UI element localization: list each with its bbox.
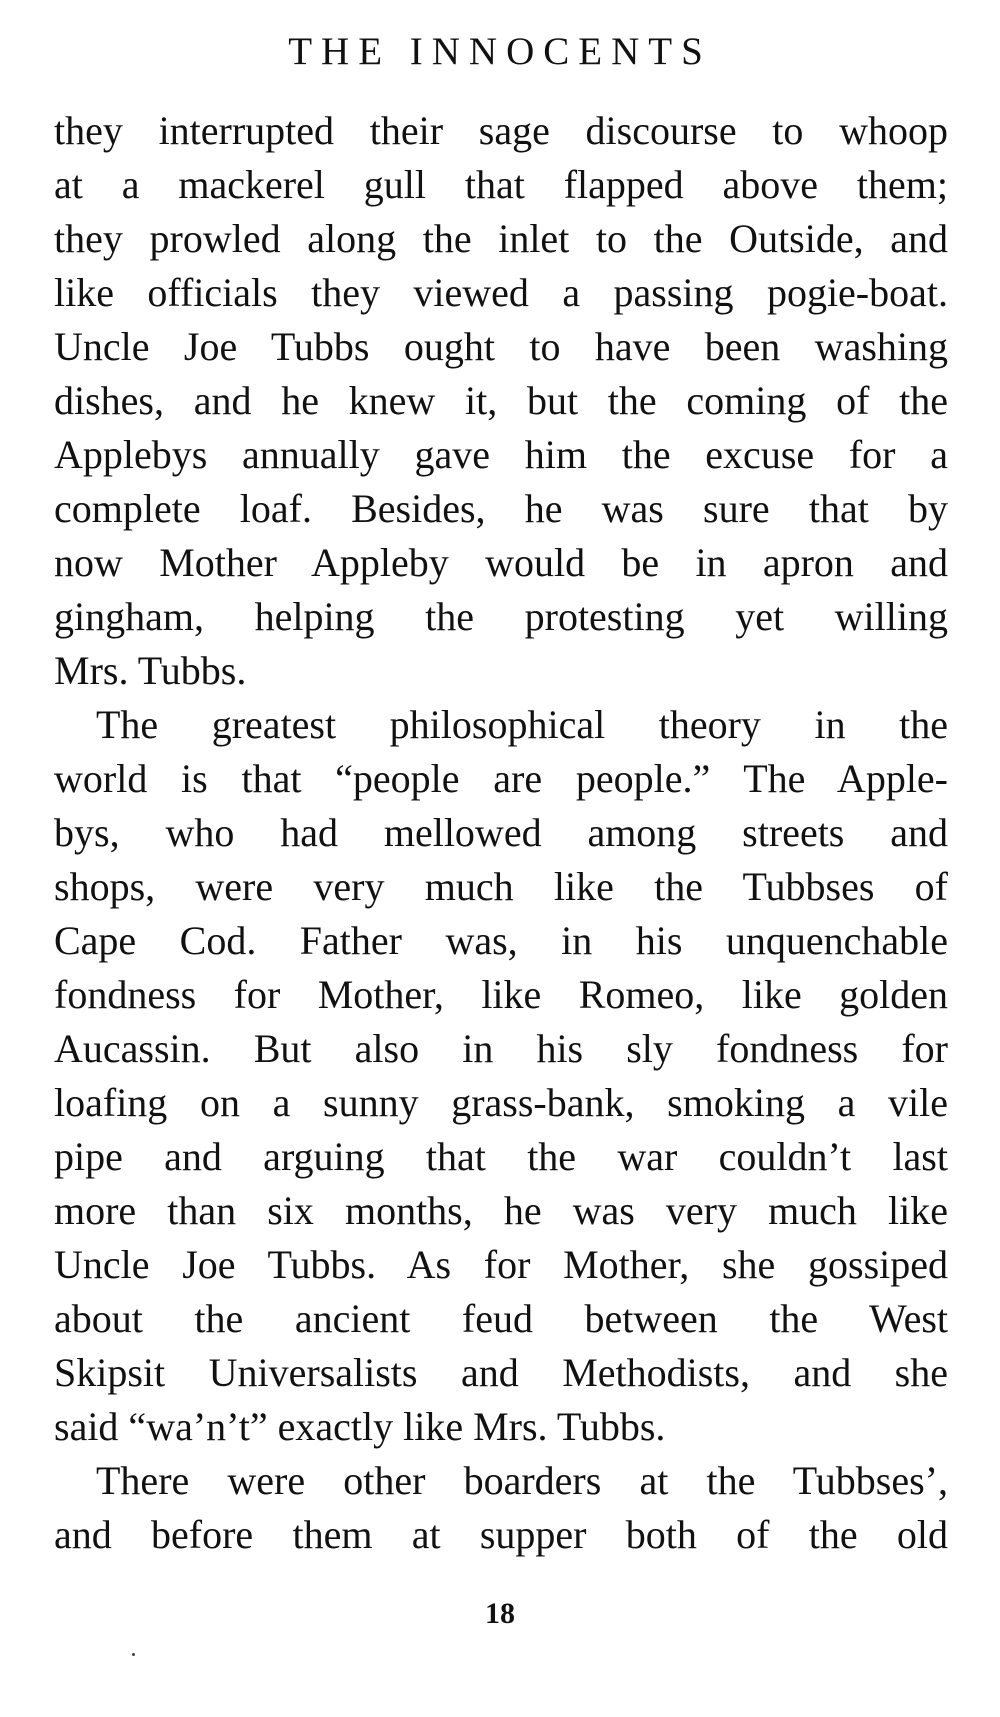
text-line: and before them at supper both of the old (54, 1512, 948, 1557)
text-line: they prowled along the inlet to the Outside, and (54, 216, 948, 261)
text-line: fondness for Mother, like Romeo, like golden (54, 972, 948, 1017)
text-line: Skipsit Universalists and Methodists, and she (54, 1350, 948, 1395)
text-line: they interrupted their sage discourse to whoop (54, 108, 948, 153)
text-line: loafing on a sunny grass-bank, smoking a vile (54, 1080, 948, 1125)
running-head: THE INNOCENTS (288, 30, 712, 73)
page-number: 18 (485, 1597, 515, 1630)
text-line: bys, who had mellowed among streets and (54, 810, 948, 855)
text-line: like officials they viewed a passing pogie-boat. (54, 270, 948, 315)
text-line: Uncle Joe Tubbs ought to have been washing (54, 324, 948, 369)
text-line: pipe and arguing that the war couldn’t last (54, 1134, 948, 1179)
text-line: There were other boarders at the Tubbses’, (96, 1458, 948, 1503)
text-line: gingham, helping the protesting yet willing (54, 594, 948, 639)
text-line: more than six months, he was very much like (54, 1188, 948, 1233)
text-line: dishes, and he knew it, but the coming of the (54, 378, 948, 423)
text-line: now Mother Appleby would be in apron and (54, 540, 948, 585)
text-line: shops, were very much like the Tubbses of (54, 864, 948, 909)
text-line: Mrs. Tubbs. (54, 648, 247, 693)
text-line: Uncle Joe Tubbs. As for Mother, she gossiped (54, 1242, 948, 1287)
text-line: at a mackerel gull that flapped above them; (54, 162, 948, 207)
text-line: complete loaf. Besides, he was sure that by (54, 486, 948, 531)
text-line: said “wa’n’t” exactly like Mrs. Tubbs. (54, 1404, 666, 1449)
print-speck (132, 1653, 135, 1656)
text-line: about the ancient feud between the West (54, 1296, 948, 1341)
text-line: world is that “people are people.” The Apple- (54, 756, 948, 801)
text-line: The greatest philosophical theory in the (96, 702, 948, 747)
body-text (54, 104, 948, 1562)
text-line: Applebys annually gave him the excuse for a (54, 432, 948, 477)
text-line: Aucassin. But also in his sly fondness for (54, 1026, 948, 1071)
text-line: Cape Cod. Father was, in his unquenchable (54, 918, 948, 963)
